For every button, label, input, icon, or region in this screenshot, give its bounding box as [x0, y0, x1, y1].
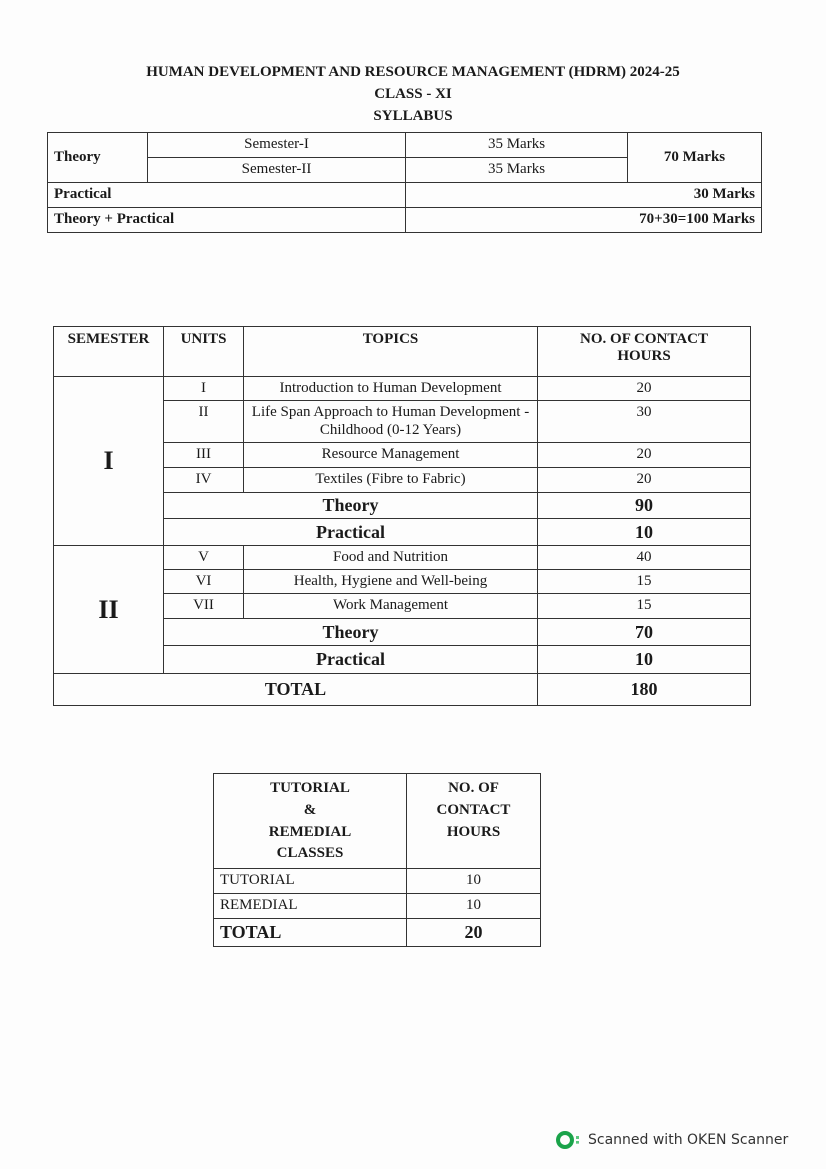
unit-topic: Health, Hygiene and Well-being — [244, 570, 538, 594]
oken-scanner-logo-icon — [556, 1131, 574, 1149]
unit-number: V — [164, 546, 244, 570]
header-units: UNITS — [164, 327, 244, 377]
sem2-theory-hours: 70 — [538, 619, 751, 646]
practical-label: Practical — [48, 183, 406, 208]
sem2-practical-hours: 10 — [538, 646, 751, 674]
units-table — [53, 326, 751, 706]
sem1-theory-label: Theory — [164, 493, 538, 519]
unit-topic: Work Management — [244, 594, 538, 619]
watermark-text: Scanned with OKEN Scanner — [588, 1132, 789, 1148]
unit-topic: Resource Management — [244, 443, 538, 468]
tutorial-label: TUTORIAL — [214, 869, 407, 894]
sem1-marks: 35 Marks — [406, 133, 628, 158]
unit-number: VI — [164, 570, 244, 594]
sem2-label: Semester-II — [148, 158, 406, 183]
header-semester: SEMESTER — [54, 327, 164, 377]
remedial-label: REMEDIAL — [214, 894, 407, 919]
sem1-practical-hours: 10 — [538, 519, 751, 546]
unit-number: II — [164, 401, 244, 443]
theory-total: 70 Marks — [628, 133, 762, 183]
tutorial-total-label: TOTAL — [214, 919, 407, 947]
unit-number: IV — [164, 468, 244, 493]
sem2-theory-label: Theory — [164, 619, 538, 646]
remedial-hours: 10 — [407, 894, 541, 919]
sem2-marks: 35 Marks — [406, 158, 628, 183]
header-line: REMEDIAL — [268, 823, 352, 840]
total-label: TOTAL — [54, 674, 538, 706]
header-line: HOURS — [446, 823, 501, 840]
tutorial-header — [214, 774, 407, 869]
tutorial-hours: 10 — [407, 869, 541, 894]
combined-label: Theory + Practical — [48, 208, 406, 233]
header-line: NO. OF — [448, 780, 499, 796]
hours-header — [407, 774, 541, 869]
unit-hours: 15 — [538, 570, 751, 594]
class-title: CLASS - XI — [374, 86, 452, 102]
header-line: CLASSES — [276, 845, 344, 862]
sem1-theory-hours: 90 — [538, 493, 751, 519]
tutorial-table — [213, 773, 541, 947]
unit-hours: 15 — [538, 594, 751, 619]
header-line: & — [303, 801, 317, 818]
total-hours: 180 — [538, 674, 751, 706]
unit-hours: 20 — [538, 377, 751, 401]
sem1-label: Semester-I — [148, 133, 406, 158]
combined-marks: 70+30=100 Marks — [406, 208, 762, 233]
unit-number: VII — [164, 594, 244, 619]
unit-topic: Introduction to Human Development — [244, 377, 538, 401]
header-hours: NO. OF CONTACT HOURS — [538, 327, 751, 377]
scanner-watermark — [556, 1131, 788, 1149]
semester-1-label: I — [54, 377, 164, 546]
header-line: CONTACT — [436, 801, 511, 818]
unit-hours: 20 — [538, 468, 751, 493]
semester-2-label: II — [54, 546, 164, 674]
unit-topic: Food and Nutrition — [244, 546, 538, 570]
unit-hours: 30 — [538, 401, 751, 443]
header-line: TUTORIAL — [270, 780, 350, 796]
unit-hours: 20 — [538, 443, 751, 468]
sem1-practical-label: Practical — [164, 519, 538, 546]
unit-topic: Textiles (Fibre to Fabric) — [244, 468, 538, 493]
marks-table — [47, 132, 762, 233]
theory-label: Theory — [48, 133, 148, 183]
syllabus-title: SYLLABUS — [373, 108, 453, 124]
document-title: HUMAN DEVELOPMENT AND RESOURCE MANAGEMENT (HDRM) 2024-25 — [146, 64, 680, 80]
sem2-practical-label: Practical — [164, 646, 538, 674]
unit-number: I — [164, 377, 244, 401]
unit-topic: Life Span Approach to Human Development - Childhood (0-12 Years) — [244, 401, 538, 443]
unit-hours: 40 — [538, 546, 751, 570]
tutorial-total-hours: 20 — [407, 919, 541, 947]
header-topics: TOPICS — [244, 327, 538, 377]
practical-marks: 30 Marks — [406, 183, 762, 208]
unit-number: III — [164, 443, 244, 468]
